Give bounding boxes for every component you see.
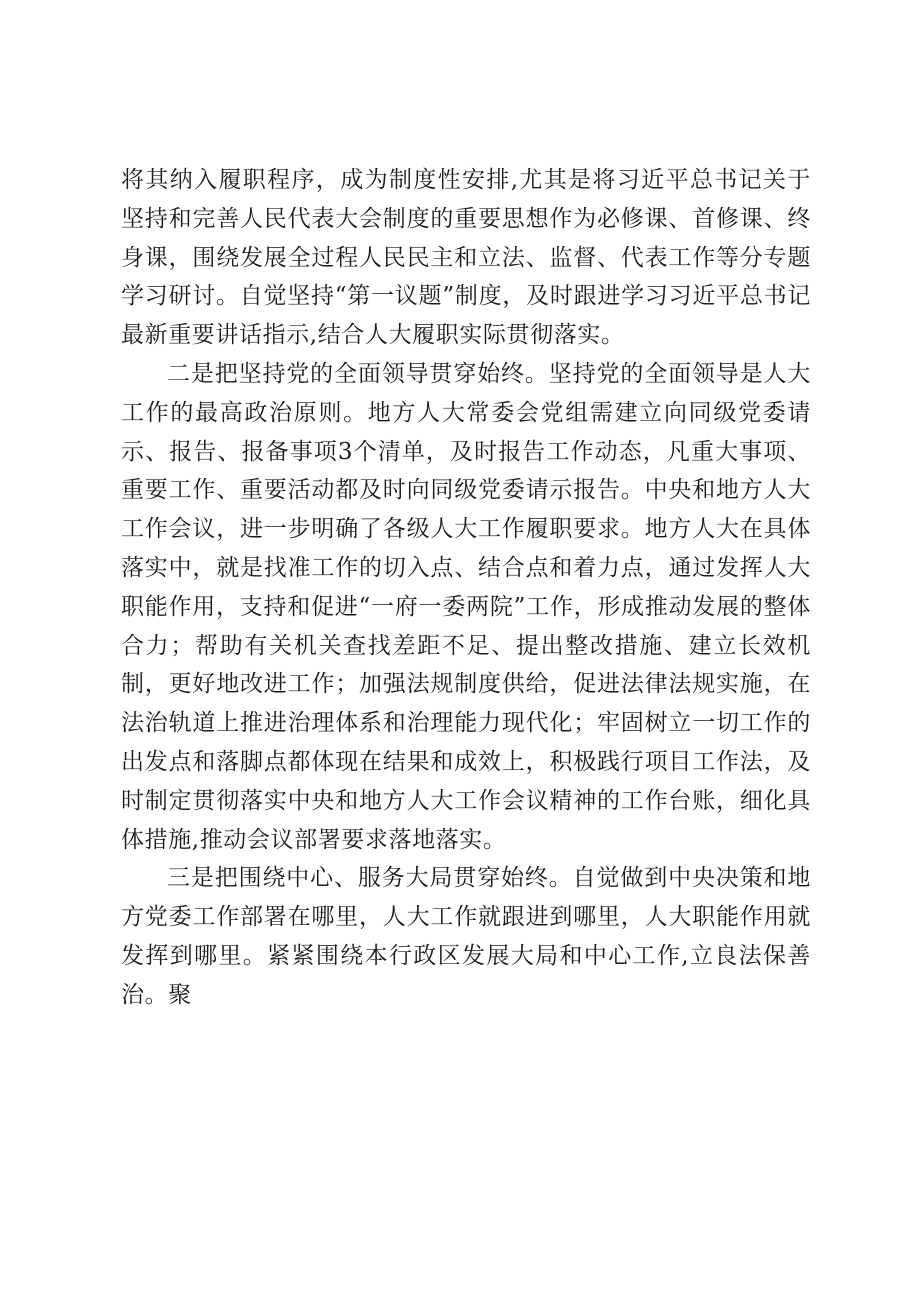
paragraph-serve-overall-situation: 三是把围绕中心、服务大局贯穿始终。自觉做到中央决策和地方党委工作部署在哪里，人大工作就跟进到哪里，人大职能作用就发挥到哪里。紧紧围绕本行政区发展大局和中心工作,立良法保善治。聚 xyxy=(121,865,811,1008)
document-body xyxy=(121,161,811,1015)
paragraph-party-leadership: 二是把坚持党的全面领导贯穿始终。坚持党的全面领导是人大工作的最高政治原则。地方人大常委会党组需建立向同级党委请示、报告、报备事项3个清单，及时报告工作动态，凡重大事项、重要工作、重要活动都及时向同级党委请示报告。中央和地方人大工作会议，进一步明确了各级人大工作履职要求。地方人大在具体落实中，就是找准工作的切入点、结合点和着力点，通过发挥人大职能作用，支持和促进“一府一委两院”工作，形成推动发展的整体合力；帮助有关机关查找差距不足、提出整改措施、建立长效机制，更好地改进工作；加强法规制度供给，促进法律法规实施，在法治轨道上推进治理体系和治理能力现代化；牢固树立一切工作的出发点和落脚点都体现在结果和成效上，积极践行项目工作法，及时制定贯彻落实中央和地方人大工作会议精神的工作台账，细化具体措施,推动会议部署要求落地落实。 xyxy=(121,360,811,853)
paragraph-continuation: 将其纳入履职程序，成为制度性安排,尤其是将习近平总书记关于坚持和完善人民代表大会制度的重要思想作为必修课、首修课、终身课，围绕发展全过程人民民主和立法、监督、代表工作等分专题学习研讨。自觉坚持“第一议题”制度，及时跟进学习习近平总书记最新重要讲话指示,结合人大履职实际贯彻落实。 xyxy=(121,167,811,349)
